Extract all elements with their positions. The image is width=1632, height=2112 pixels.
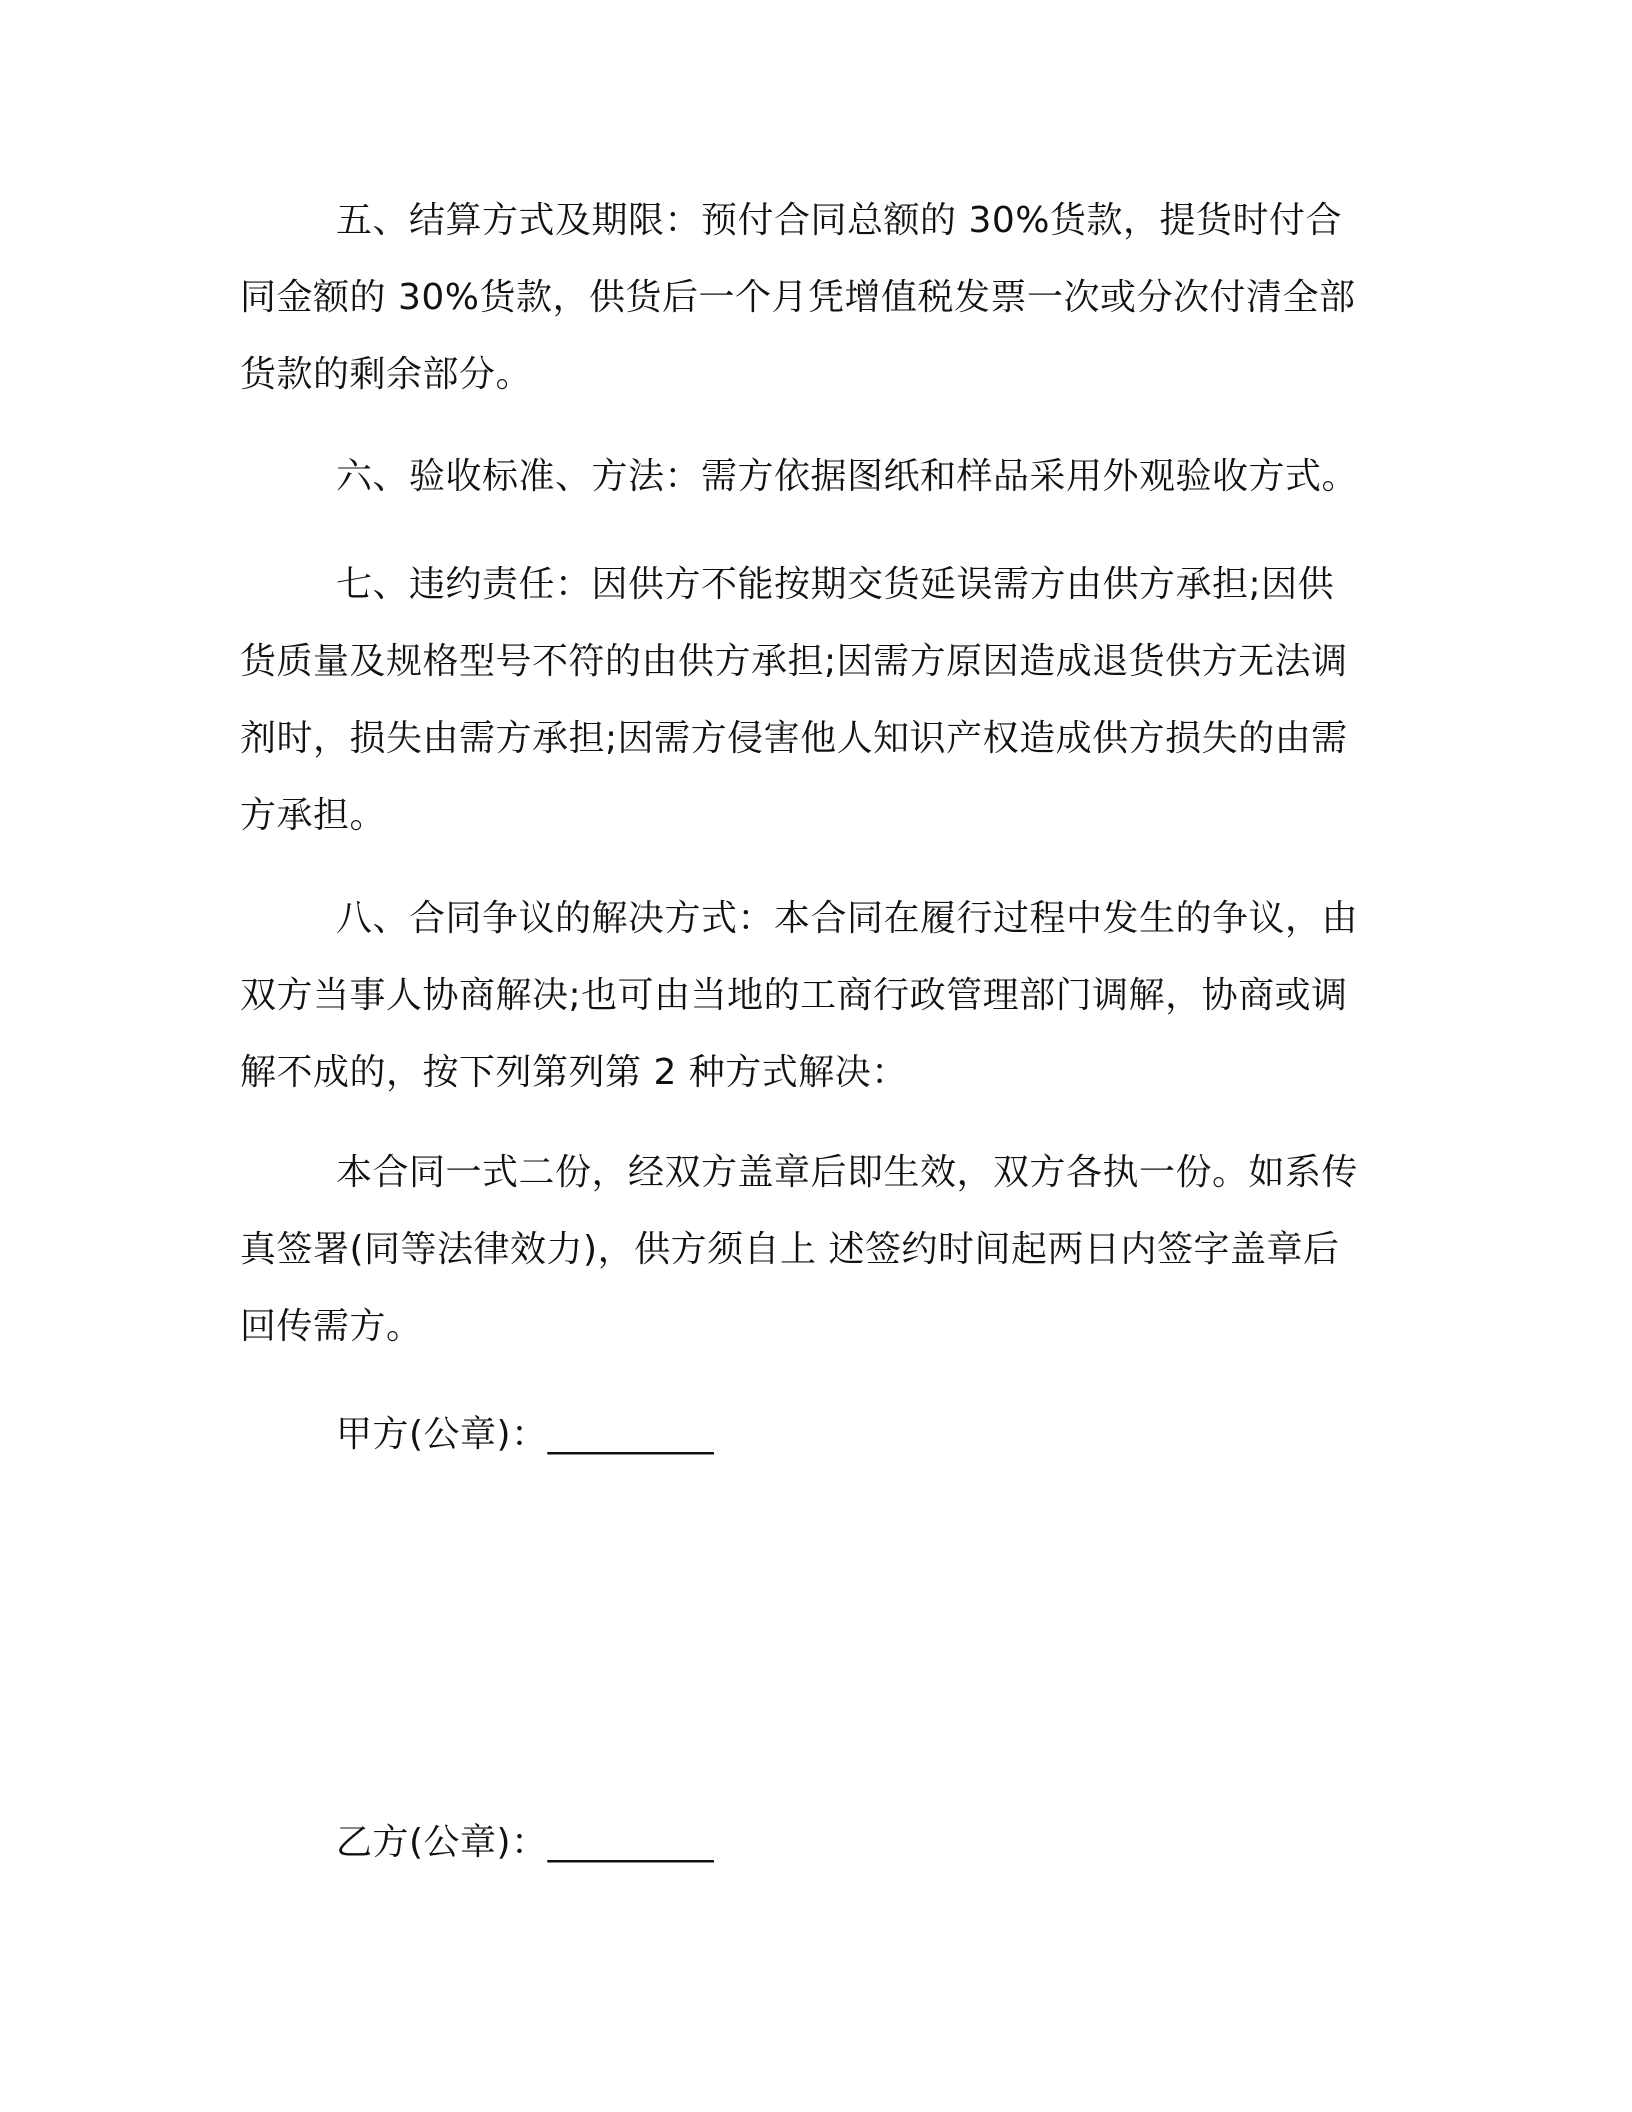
clause-settlement: 五、结算方式及期限：预付合同总额的 30%货款，提货时付合 同金额的 30%货款，供货后一个月凭增值税发票一次或分次付清全部 货款的剩余部分。: [240, 200, 1356, 395]
signature-party-b: 乙方(公章)：_________: [336, 1822, 715, 1863]
clause-dispute: 八、合同争议的解决方式：本合同在履行过程中发生的争议，由 双方当事人协商解决;也可由当地的工商行政管理部门调解，协商或调 解不成的，按下列第列第 2 种方式解决：: [240, 898, 1359, 1093]
signature-party-a: 甲方(公章)：_________: [336, 1414, 715, 1455]
clause-liability: 七、违约责任：因供方不能按期交货延误需方由供方承担;因供 货质量及规格型号不符的由供方承担;因需方原因造成退货供方无法调 剂时，损失由需方承担;因需方侵害他人知识产权造成供方损失的由需 方承担。: [240, 564, 1348, 836]
clause-acceptance: 六、验收标准、方法：需方依据图纸和样品采用外观验收方式。: [336, 456, 1359, 497]
clause-effectiveness: 本合同一式二份，经双方盖章后即生效，双方各执一份。如系传 真签署(同等法律效力)，供方须自上 述签约时间起两日内签字盖章后 回传需方。: [240, 1152, 1359, 1347]
